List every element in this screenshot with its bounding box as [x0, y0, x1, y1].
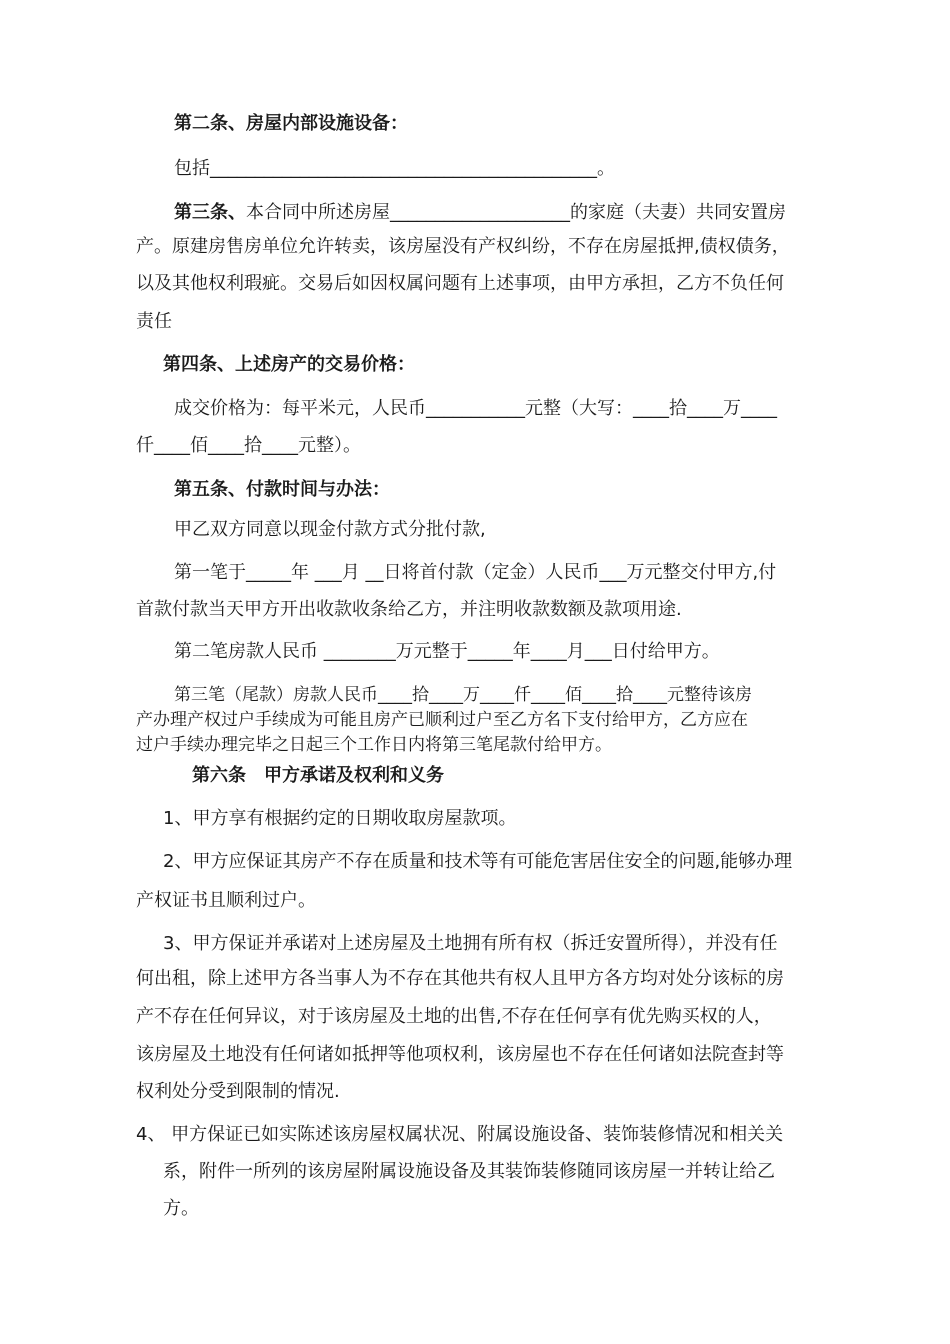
article-2-text: 包括___________________________________________。: [174, 158, 615, 179]
article-6-item-2-line-2: 产权证书且顺利过户。: [136, 890, 316, 911]
article-6-item-3-line-2: 何出租，除上述甲方各当事人为不存在其他共有权人且甲方各方均对处分该标的房: [136, 968, 784, 989]
article-3-text: 本合同中所述房屋____________________的家庭（夫妻）共同安置房: [246, 202, 786, 223]
article-5-line-4: 第二笔房款人民币 ________万元整于_____年____月___日付给甲方。: [174, 641, 720, 662]
article-6-item-4-line-2: 系，附件一所列的该房屋附属设施设备及其装饰装修随同该房屋一并转让给乙: [163, 1161, 775, 1182]
article-4-line-1: 成交价格为：每平米元，人民币___________元整（大写：____拾____万____: [174, 398, 777, 419]
article-3-line-4: 责任: [136, 311, 172, 332]
article-6-item-3-line-4: 该房屋及土地没有任何诸如抵押等他项权利，该房屋也不存在任何诸如法院查封等: [136, 1044, 784, 1065]
article-5-line-7: 过户手续办理完毕之日起三个工作日内将第三笔尾款付给甲方。: [136, 735, 612, 755]
article-5-line-3: 首款付款当天甲方开出收款收条给乙方，并注明收款数额及款项用途.: [136, 599, 682, 620]
article-6-item-4-line-3: 方。: [163, 1198, 199, 1219]
article-3-line-1: [174, 201, 786, 225]
article-6-item-2-line-1: 2、甲方应保证其房产不存在质量和技术等有可能危害居住安全的问题,能够办理: [163, 851, 793, 872]
article-4-line-2: 仟____佰____拾____元整）。: [136, 435, 361, 456]
article-6-item-1: 1、甲方享有根据约定的日期收取房屋款项。: [163, 808, 517, 829]
article-6-item-3-line-1: 3、甲方保证并承诺对上述房屋及土地拥有所有权（拆迁安置所得），并没有任: [163, 933, 778, 954]
article-6-item-3-line-3: 产不存在任何异议，对于该房屋及土地的出售,不存在任何享有优先购买权的人，: [136, 1006, 772, 1027]
article-5-heading: 第五条、付款时间与办法：: [174, 479, 390, 500]
article-6-heading: 第六条 甲方承诺及权利和义务: [192, 765, 444, 786]
article-6-item-4-line-1: 4、 甲方保证已如实陈述该房屋权属状况、附属设施设备、装饰装修情况和相关关: [136, 1124, 784, 1145]
article-4-heading: 第四条、上述房产的交易价格：: [163, 354, 415, 375]
article-3-line-3: 以及其他权利瑕疵。交易后如因权属问题有上述事项，由甲方承担，乙方不负任何: [136, 273, 784, 294]
article-5-line-1: 甲乙双方同意以现金付款方式分批付款,: [174, 519, 486, 540]
article-6-item-3-line-5: 权利处分受到限制的情况.: [136, 1081, 340, 1102]
article-2-heading: 第二条、房屋内部设施设备：: [174, 113, 408, 134]
article-5-line-2: 第一笔于_____年 ___月 __日将首付款（定金）人民币___万元整交付甲方,付: [174, 562, 777, 583]
article-3-heading: 第三条、: [174, 202, 246, 223]
article-5-line-5: 第三笔（尾款）房款人民币____拾____万____仟____佰____拾____元整待该房: [174, 685, 752, 705]
article-5-line-6: 产办理产权过户手续成为可能且房产已顺利过户至乙方名下支付给甲方，乙方应在: [136, 710, 748, 730]
article-3-line-2: 产。原建房售房单位允许转卖，该房屋没有产权纠纷，不存在房屋抵押,债权债务，: [136, 236, 790, 257]
